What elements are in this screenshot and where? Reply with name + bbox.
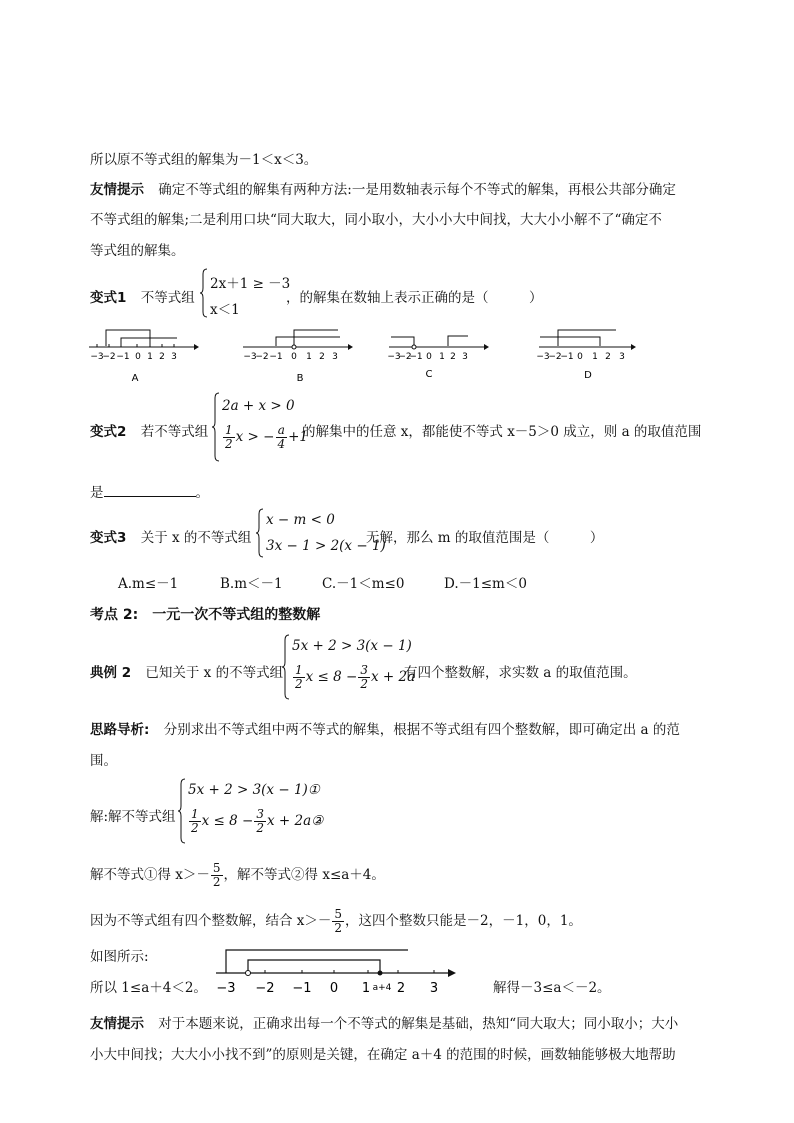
tick-label: 3 [171,352,177,362]
tick-label: 3 [332,352,338,362]
variant-label: 变式2 [90,424,127,440]
solution-text: ， [318,809,332,825]
tip-paragraph-2 [90,1012,678,1032]
tick-label: 2 [319,352,325,362]
tick-label: −2 [102,352,116,362]
tick-label: 3 [619,352,625,362]
tick-label: −3 [243,352,257,362]
solution-step-1: 解不等式①得 x＞－ $\frac{5}{2}$ ，解不等式②得 x≤a＋4。 [90,861,385,889]
variant-text: 的解集中的任意 x，都能使不等式 x－5＞0 成立，则 a 的取值范围 [302,424,702,440]
inequality-2: 3x − 1 > 2(x − 1) [266,538,386,554]
tick-label: 0 [135,352,141,362]
solution-conclusion: 所以 1≤a＋4＜2。 [90,980,207,996]
tick-label: 1 [361,981,371,996]
tick-label: 0 [577,352,583,362]
inequality-1: 5x + 2 > 3(x − 1) [292,638,412,654]
variant-2-heading [90,420,208,440]
variant-label: 变式1 [90,290,127,306]
tick-label: −1 [269,352,283,362]
tip-text-line: 等式组的解集。 [90,243,185,259]
tick-label: 0 [329,981,339,996]
tick-label: 1 [306,352,312,362]
inequality-system [178,778,328,846]
tick-label: −1 [409,352,423,362]
variant-label: 变式3 [90,530,127,546]
option-label: A [131,373,139,384]
analysis-text: 分别求出不等式组中两不等式的解集，根据不等式组有四个整数解，即可确定出 a 的范 [163,722,680,738]
tip-text-line: 确定不等式组的解集有两种方法:一是用数轴表示每个不等式的解集，再根公共部分确定 [158,182,676,198]
inequality-2: $\frac{1}{2}$ x ≤ 8 − $\frac{3}{2}$ x + 2a [295,663,416,691]
analysis-text: 围。 [90,753,117,769]
brace-icon [178,778,186,844]
number-line-option-d[interactable] [536,330,636,381]
mark-label: a+4 [372,983,392,993]
solution-step-2: 因为不等式组有四个整数解，结合 x＞－ $\frac{5}{2}$ ，这四个整数只能是－2，－1，0，1。 [90,907,582,935]
tick-label: 2 [159,352,165,362]
figure-caption: 如图所示: [90,949,149,965]
option-label: C [425,369,433,380]
tick-label: 0 [426,352,432,362]
variant-text: ，的解集在数轴上表示正确的是（ ） [286,290,543,306]
tick-label: −2 [255,352,269,362]
tick-label: −1 [116,352,130,362]
tick-label: 2 [396,981,406,996]
number-line-option-c[interactable] [387,336,489,380]
variant-text: 无解，那么 m 的取值范围是（ ） [366,530,604,546]
inequality-system [282,634,416,702]
option-label: B [296,373,304,384]
example-2-heading [90,661,283,681]
solution-number-line [210,940,470,996]
tip-text-line: 对于本题来说，正确求出每一个不等式的解集是基础，热知“同大取大；同小取小；大小 [158,1016,679,1032]
tick-label: 1 [439,352,445,362]
analysis-paragraph [90,718,680,738]
solution-text: 解:解不等式组 [90,809,176,825]
result-sentence: 所以原不等式组的解集为－1＜x＜3。 [90,152,318,168]
inequality-system [256,508,386,560]
tip-label: 友情提示 [90,1016,144,1032]
choice-d[interactable]: D.－1≤m＜0 [444,576,527,592]
brace-icon [200,268,208,318]
brace-icon [212,392,220,462]
tick-label: −2 [548,352,562,362]
tick-label: 1 [592,352,598,362]
choice-b[interactable]: B.m＜－1 [220,576,283,592]
example-label: 典例 2 [90,665,132,681]
inequality-2: $\frac{1}{2}$ x ≤ 8 − $\frac{3}{2}$ x + 2a② [191,807,324,835]
solution-result: 解得－3≤a＜－2。 [493,980,611,996]
tick-label: 2 [450,352,456,362]
inequality-system [200,268,290,320]
example-text: 有四个整数解，求实数 a 的取值范围。 [404,665,637,681]
inequality-1: 2a + x > 0 [222,398,295,414]
tip-text-line: 小大中间找；大大小小找不到”的原则是关键，在确定 a＋4 的范围的时候，画数轴能够极大地帮助 [90,1047,676,1063]
brace-icon [256,508,264,558]
inequality-2: $\frac{1}{2}$ x > − $\frac{a}{4}$ +1 [225,423,309,451]
inequality-2: x＜1 [210,302,240,318]
variant-1-heading [90,286,195,306]
tick-label: 3 [429,981,439,996]
variant-text: 若不等式组 [140,424,209,440]
variant-3-heading [90,526,251,546]
inequality-system [212,392,312,464]
tick-label: −1 [292,981,312,996]
variant-text: 不等式组 [140,290,195,306]
tick-label: 2 [605,352,611,362]
answer-line: 是 。 [90,485,209,501]
number-line-option-a[interactable] [89,330,199,384]
tick-label: 1 [147,352,153,362]
choice-a[interactable]: A.m≤－1 [118,576,179,592]
option-label: D [584,370,592,381]
tick-label: −2 [398,352,412,362]
number-line-option-b[interactable] [243,330,353,384]
tip-paragraph-1 [90,178,676,198]
tick-label: −3 [536,352,550,362]
tick-label: 3 [462,352,468,362]
tick-label: −3 [90,352,104,362]
answer-blank[interactable] [104,484,196,497]
tick-label: −3 [387,352,401,362]
tip-text-line: 不等式组的解集;二是利用口块“同大取大，同小取小，大小小大中间找，大大小小解不了“确定不 [90,212,662,228]
inequality-1: 5x + 2 > 3(x − 1)① [188,782,320,798]
example-text: 已知关于 x 的不等式组 [145,665,284,681]
inequality-1: 2x＋1 ≥ －3 [210,276,291,292]
inequality-1: x − m < 0 [266,512,335,528]
choice-c[interactable]: C.－1＜m≤0 [322,576,405,592]
brace-icon [282,634,290,700]
tick-label: −2 [255,981,275,996]
section-heading: 考点 2: 一元一次不等式组的整数解 [90,607,321,623]
analysis-label: 思路导析: [90,722,150,738]
variant-text: 关于 x 的不等式组 [140,530,252,546]
tick-label: −1 [560,352,574,362]
tick-label: −3 [216,981,236,996]
tip-label: 友情提示 [90,182,144,198]
tick-label: 0 [291,352,297,362]
number-line-options [86,325,646,385]
